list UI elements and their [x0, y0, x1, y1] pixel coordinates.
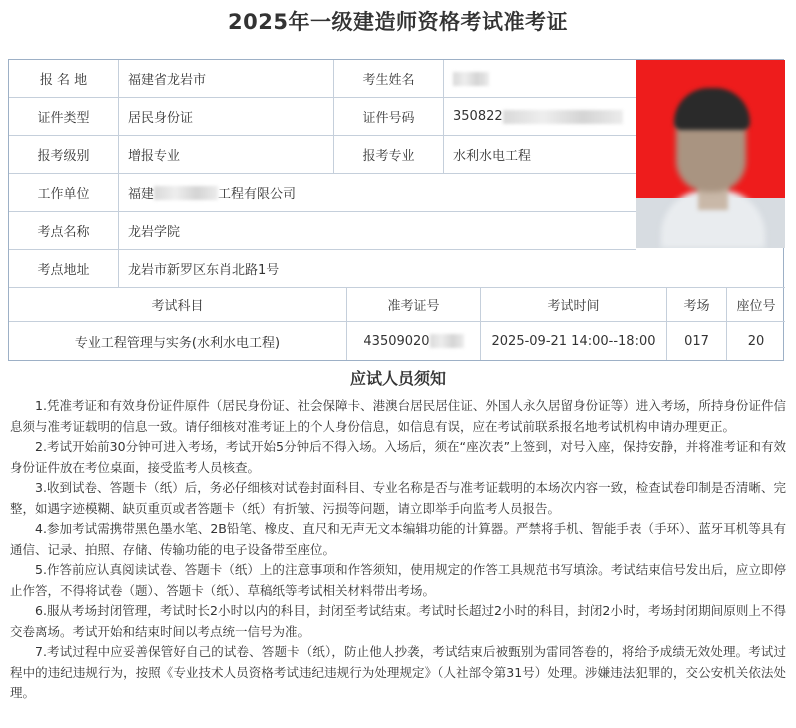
notice-item-7: 7.考试过程中应妥善保管好自己的试卷、答题卡（纸），防止他人抄袭，考试结束后被甄别为雷同答卷的，将给予成绩无效处理。考试过程中的违纪违规行为，按照《专业技术人员资格考试违纪违规行为处理规定》（人社部令第31号）处理。涉嫌违法犯罪的，交公安机关依法处理。 [10, 644, 786, 700]
value-address: 龙岩市新罗区东肖北路1号 [128, 263, 280, 278]
exam-table-header [9, 288, 785, 322]
notice-item-2: 2.考试开始前30分钟可进入考场，考试开始5分钟后不得入场。入场后，须在“座次表”上签到，对号入座，保持安静，并将准考证和有效身份证件放在考位桌面，接受监考人员核查。 [10, 439, 786, 475]
label-address: 考点地址 [9, 250, 119, 287]
notice-item-6: 6.服从考场封闭管理，考试时长2小时以内的科目，封闭至考试结束。考试时长超过2小时的科目，封闭2小时，考场封闭期间原则上不得交卷离场。考试开始和结束时间以考点统一信号为准。 [10, 603, 786, 639]
value-site: 龙岩学院 [128, 225, 181, 240]
row-company [9, 174, 636, 212]
label-major: 报考专业 [334, 136, 444, 173]
th-seat: 座位号 [736, 299, 776, 314]
candidate-photo [636, 60, 785, 248]
ticket-number-prefix: 43509020 [363, 333, 430, 349]
label-site: 考点名称 [9, 212, 119, 249]
td-ticket [347, 322, 481, 360]
redacted-id [503, 110, 623, 124]
row-level [9, 136, 636, 174]
notice-title: 应试人员须知 [349, 369, 446, 388]
page-title: 2025年一级建造师资格考试准考证 [228, 10, 568, 34]
notice-item-4: 4.参加考试需携带黑色墨水笔、2B铅笔、橡皮、直尺和无声无文本编辑功能的计算器。严禁将手机、智能手表（手环）、蓝牙耳机等具有通信、记录、拍照、存储、传输功能的电子设备带至座位。 [10, 521, 786, 557]
th-ticket: 准考证号 [347, 288, 481, 321]
th-subject: 考试科目 [9, 288, 347, 321]
value-level: 增报专业 [119, 136, 334, 173]
label-candidate-name: 考生姓名 [334, 60, 444, 97]
value-id-number [444, 98, 636, 135]
redacted-ticket [430, 334, 464, 348]
label-registration-place: 报 名 地 [9, 60, 119, 97]
td-time: 2025-09-21 14:00--18:00 [481, 322, 667, 360]
label-id-number: 证件号码 [334, 98, 444, 135]
id-number-prefix: 350822 [453, 109, 503, 124]
notice-list [10, 396, 786, 704]
row-id [9, 98, 636, 136]
value-candidate-name [444, 60, 636, 97]
company-prefix: 福建 [128, 187, 155, 202]
td-subject: 专业工程管理与实务(水利水电工程) [9, 322, 347, 360]
value-id-type: 居民身份证 [119, 98, 334, 135]
redacted-name [453, 72, 489, 86]
label-company: 工作单位 [9, 174, 119, 211]
row-site [9, 212, 636, 250]
label-id-type: 证件类型 [9, 98, 119, 135]
redacted-company [154, 186, 218, 200]
value-company [119, 174, 636, 211]
value-major: 水利水电工程 [453, 149, 532, 164]
notice-item-3: 3.收到试卷、答题卡（纸）后，务必仔细核对试卷封面科目、专业名称是否与准考证载明的本场次内容一致，检查试卷印制是否清晰、完整，如遇字迹模糊、缺页重页或者答题卡（纸）有折皱、污损等问题，请立即举手向监考人员报告。 [10, 480, 786, 516]
photo-hair [674, 88, 750, 130]
table-row [9, 322, 785, 360]
notice-item-1: 1.凭准考证和有效身份证件原件（居民身份证、社会保障卡、港澳台居民居住证、外国人永久居留身份证等）进入考场，所持身份证件信息须与准考证载明的信息一致。请仔细核对准考证上的个人身份信息，如信息有误，应在考试前联系报名地考试机构申请办理更正。 [10, 398, 786, 434]
th-time: 考试时间 [481, 288, 667, 321]
td-room: 017 [667, 322, 727, 360]
td-seat: 20 [747, 333, 765, 349]
value-registration-place: 福建省龙岩市 [119, 60, 334, 97]
row-registration [9, 60, 636, 98]
company-suffix: 工程有限公司 [218, 187, 297, 202]
row-address [9, 250, 785, 288]
admission-card [8, 59, 784, 361]
label-level: 报考级别 [9, 136, 119, 173]
notice-item-5: 5.作答前应认真阅读试卷、答题卡（纸）上的注意事项和作答须知，使用规定的作答工具规范书写填涂。考试结束信号发出后，应立即停止作答，不得将试卷（题）、答题卡（纸）、草稿纸等考试相关材料带出考场。 [10, 562, 786, 598]
th-room: 考场 [667, 288, 727, 321]
